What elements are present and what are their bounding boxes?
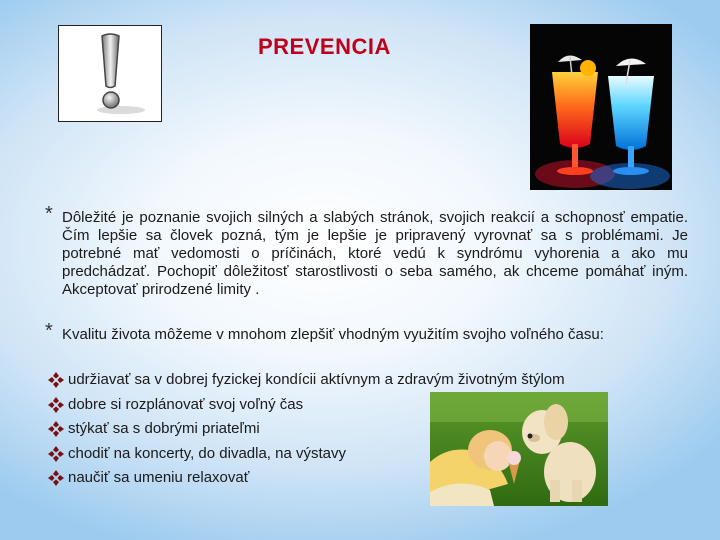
list-item-text: dobre si rozplánovať svoj voľný čas <box>68 395 304 413</box>
diamond-bullet-icon <box>48 446 64 462</box>
girl-with-puppy-photo <box>430 392 608 506</box>
page-title: PREVENCIA <box>258 34 391 59</box>
paragraph-text: Dôležité je poznanie svojich silných a slabých stránok, svojich reakcií a schopnosť empatie. Čím lepšie sa človek pozná, tým je lepšie je pripravený vyrovnať sa s problémami. Je potrebné mať vedomosti o príčinách, ktoré vedú k syndrómu vyhorenia a ako mu predchádzať. Pochopiť dôležitosť starostlivosti o seba samého, ak chceme pomáhať iným. Akceptovať prirodzené limity . <box>62 209 688 298</box>
cocktail-photo <box>530 24 672 190</box>
list-item-text: naučiť sa umeniu relaxovať <box>68 469 250 486</box>
diamond-bullet-icon <box>48 470 64 486</box>
list-item-text: chodiť na koncerty, do divadla, na výstavy <box>68 444 346 462</box>
diamond-bullet-icon <box>48 421 64 437</box>
bullet-star: * <box>45 203 53 225</box>
bullet-star: * <box>45 320 53 342</box>
paragraph-self-knowledge <box>45 203 688 299</box>
list-item <box>48 368 565 393</box>
list-item-text: udržiavať sa v dobrej fyzickej kondícii aktívnym a zdravým životným štýlom <box>68 371 565 388</box>
diamond-bullet-icon <box>48 397 64 413</box>
diamond-bullet-icon <box>48 372 64 388</box>
list-item-text: stýkať sa s dobrými priateľmi <box>68 420 260 437</box>
exclamation-mark-icon <box>58 25 162 122</box>
paragraph-text: Kvalitu života môžeme v mnohom zlepšiť vhodným využitím svojho voľného času: <box>62 326 604 343</box>
paragraph-quality-of-life <box>45 320 688 344</box>
